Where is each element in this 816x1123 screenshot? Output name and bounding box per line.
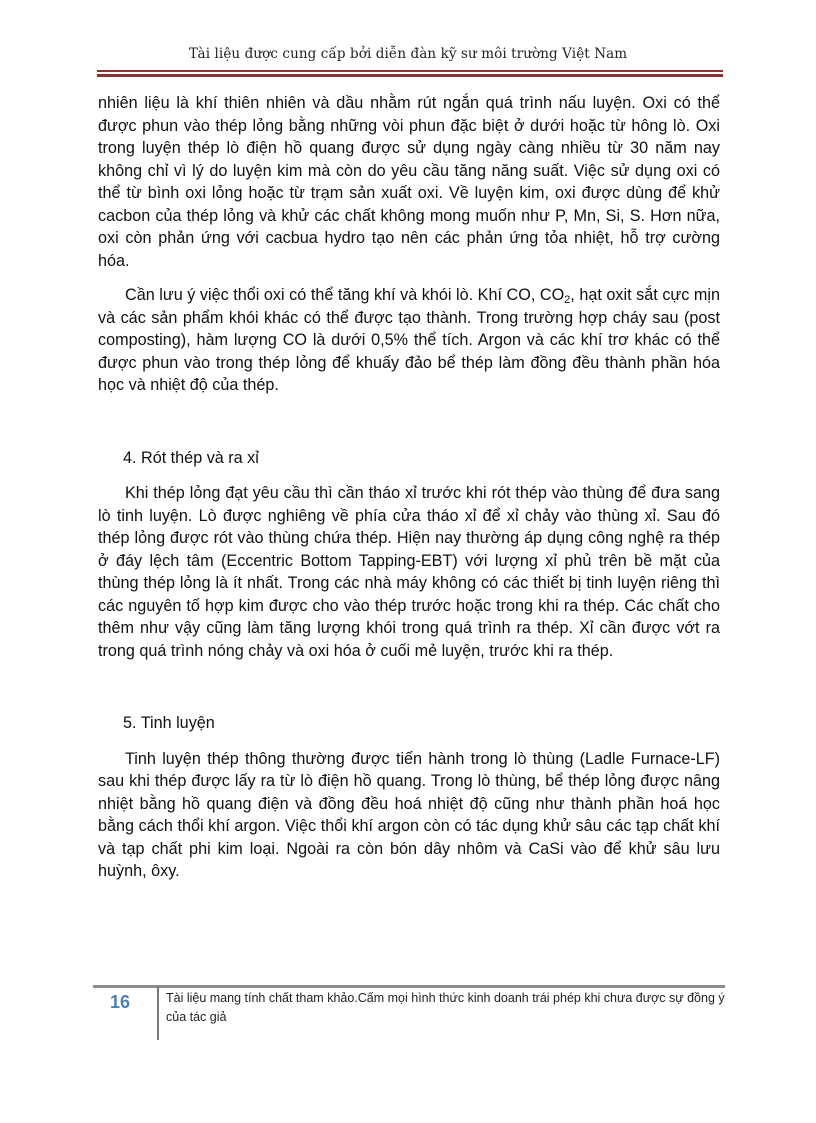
paragraph-oxygen-fuel: nhiên liệu là khí thiên nhiên và dầu nhằm rút ngắn quá trình nấu luyện. Oxi có thể được phun vào thép lỏng bằng những vòi phun đặc biệt ở dưới hoặc từ hông lò. Oxi trong luyện thép lò điện hồ quang được sử dụng ngày càng nhiều từ 30 năm nay không chỉ vì lý do luyện kim mà còn do yêu cầu tăng năng suất. Việc sử dụng oxi có thể từ bình oxi lỏng hoặc từ trạm sản xuất oxi. Về luyện kim, oxi được dùng để khử cacbon của thép lỏng và khử các chất không mong muốn như P, Mn, Si, S. Hơn nữa, oxi còn phản ứng với cacbua hydro tạo nên các phản ứng tỏa nhiệt, hỗ trợ cường hóa.: [98, 94, 720, 270]
footer-divider: [93, 985, 725, 988]
footer-vertical-divider: [157, 987, 159, 1040]
co2-subscript: 2: [564, 294, 571, 306]
paragraph-oxygen-smoke-text-b: , hạt oxit sắt cực mịn và các sản phẩm khói khác có thể được tạo thành. Trong trường hợp cháy sau (post composting), hàm lượng CO là dưới 0,5% thể tích. Argon và các khí trơ khác có thể được phun vào trong thép lỏng để khuấy đảo bể thép làm đồng đều thành phần hóa học và nhiệt độ của thép.: [98, 286, 720, 394]
header-divider-thin: [97, 70, 723, 72]
document-body: [98, 92, 720, 883]
page-number: 16: [110, 992, 131, 1012]
paragraph-tapping: Khi thép lỏng đạt yêu cầu thì cần tháo xỉ trước khi rót thép vào thùng để đưa sang lò tinh luyện. Lò được nghiêng về phía cửa tháo xỉ để xỉ chảy vào thùng xỉ. Sau đó thép lỏng được rót vào thùng chứa thép. Hiện nay thường áp dụng công nghệ ra thép ở đáy lệch tâm (Eccentric Bottom Tapping-EBT) với lượng xỉ phủ trên bề mặt của thùng thép lỏng là ít nhất. Trong các nhà máy không có các thiết bị tinh luyện riêng thì các nguyên tố hợp kim được cho vào thép trước hoặc trong khi ra thép. Các chất cho thêm như vậy cũng làm tăng lượng khói trong quá trình ra thép. Xỉ cần được vớt ra trong quá trình nóng chảy và oxi hóa ở cuối mẻ luyện, trước khi ra thép.: [98, 484, 720, 660]
section-heading-refining: 5. Tinh luyện: [123, 714, 215, 732]
paragraph-oxygen-smoke-text-a: Cần lưu ý việc thổi oxi có thể tăng khí và khói lò. Khí CO, CO: [125, 286, 565, 304]
paragraph-oxygen-smoke: [98, 284, 720, 397]
page-header-title: Tài liệu được cung cấp bởi diễn đàn kỹ sư môi trường Việt Nam: [188, 46, 628, 62]
section-heading-tapping: 4. Rót thép và ra xỉ: [123, 448, 259, 467]
footer-disclaimer: Tài liệu mang tính chất tham khảo.Cấm mọi hình thức kinh doanh trái phép khi chưa được sự đồng ý của tác giả: [166, 991, 725, 1024]
header-divider-thick: [97, 74, 723, 77]
paragraph-refining: Tinh luyện thép thông thường được tiến hành trong lò thùng (Ladle Furnace-LF) sau khi thép được lấy ra từ lò điện hồ quang. Trong lò thùng, bể thép lỏng được nâng nhiệt bằng hồ quang điện và đồng đều hoá nhiệt độ cũng như thành phần hoá học bằng cách thổi khí argon. Việc thổi khí argon còn có tác dụng khử sâu các tạp chất khí và tạp chất phi kim loại. Ngoài ra còn bón dây nhôm và CaSi vào để khử sâu lưu huỳnh, ôxy.: [98, 749, 720, 880]
